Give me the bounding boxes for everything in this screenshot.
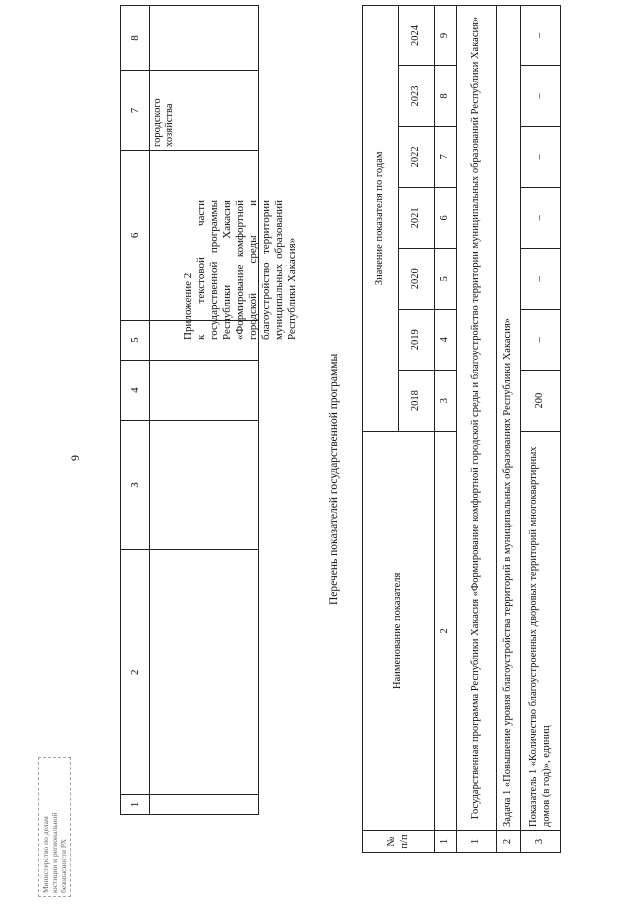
header-row <box>363 6 399 853</box>
indicator-name: Показатель 1 «Количество благоустроенных дворовых территорий многоквартирных домов (в год)», единиц <box>521 431 561 830</box>
header-num: № п/п <box>363 831 435 853</box>
row-num: 1 <box>457 831 497 853</box>
prev-cell <box>150 420 259 550</box>
col-number: 3 <box>435 370 457 431</box>
previous-table-row <box>150 6 259 815</box>
year-cell: 2021 <box>399 187 435 248</box>
stamp: Министерство по делам юстиции и региональной безопасности РХ <box>38 757 71 897</box>
indicator-value: 200 <box>521 370 561 431</box>
year-cell: 2018 <box>399 370 435 431</box>
indicator-value: – <box>521 309 561 370</box>
row-num: 3 <box>521 831 561 853</box>
appendix-line: Республики Хакасия <box>220 200 233 340</box>
list-title: Перечень показателей государственной программы <box>328 353 340 605</box>
year-cell: 2022 <box>399 126 435 187</box>
prev-cell <box>150 6 259 71</box>
year-cell: 2020 <box>399 248 435 309</box>
appendix-line: к текстовой части <box>194 200 207 340</box>
prev-col-header: 2 <box>121 550 150 795</box>
indicator-value: – <box>521 126 561 187</box>
prev-col-header: 8 <box>121 6 150 71</box>
previous-table <box>120 5 259 815</box>
prev-cell <box>150 360 259 420</box>
prev-col-header: 7 <box>121 70 150 150</box>
year-cell: 2023 <box>399 65 435 126</box>
appendix-block <box>182 200 299 340</box>
appendix-line: благоустройство территории <box>259 200 272 340</box>
appendix-line: Приложение 2 <box>182 272 194 340</box>
appendix-line: городской среды и <box>246 200 259 340</box>
appendix-line: Республики Хакасия» <box>285 237 298 340</box>
header-name: Наименование показателя <box>363 431 435 830</box>
program-name: Государственная программа Республики Хакасия «Формирование комфортной городской среды и благоустройство территории муниципальных образований Республики Хакасия» <box>457 6 497 831</box>
prev-col-header: 4 <box>121 360 150 420</box>
previous-table-header <box>121 6 150 815</box>
column-numbers-row <box>435 6 457 853</box>
header-values: Значение показателя по годам <box>363 6 399 432</box>
col-number: 8 <box>435 65 457 126</box>
year-cell: 2019 <box>399 309 435 370</box>
prev-col-header: 5 <box>121 320 150 360</box>
col-number: 9 <box>435 6 457 66</box>
indicator-value: – <box>521 6 561 66</box>
indicator-row <box>521 6 561 853</box>
prev-col-header: 6 <box>121 150 150 320</box>
col-number: 7 <box>435 126 457 187</box>
indicator-value: – <box>521 187 561 248</box>
prev-cell <box>150 795 259 815</box>
col-number: 1 <box>435 831 457 853</box>
col-number: 5 <box>435 248 457 309</box>
col-number: 6 <box>435 187 457 248</box>
appendix-line: муниципальных образований <box>272 200 285 340</box>
task-row <box>497 6 521 853</box>
prev-col-header: 1 <box>121 795 150 815</box>
prev-cell: городского хозяйства <box>150 70 259 150</box>
appendix-line: «Формирование комфортной <box>233 200 246 340</box>
year-cell: 2024 <box>399 6 435 66</box>
indicator-value: – <box>521 65 561 126</box>
page-number: 9 <box>68 455 82 461</box>
program-row <box>457 6 497 853</box>
col-number: 4 <box>435 309 457 370</box>
appendix-line: государственной программы <box>207 200 220 340</box>
prev-col-header: 3 <box>121 420 150 550</box>
col-number: 2 <box>435 431 457 830</box>
row-num: 2 <box>497 831 521 853</box>
indicators-table <box>362 5 561 853</box>
prev-cell <box>150 550 259 795</box>
task-name: Задача 1 «Повышение уровня благоустройства территорий в муниципальных образованиях Республики Хакасия» <box>497 6 521 831</box>
indicator-value: – <box>521 248 561 309</box>
